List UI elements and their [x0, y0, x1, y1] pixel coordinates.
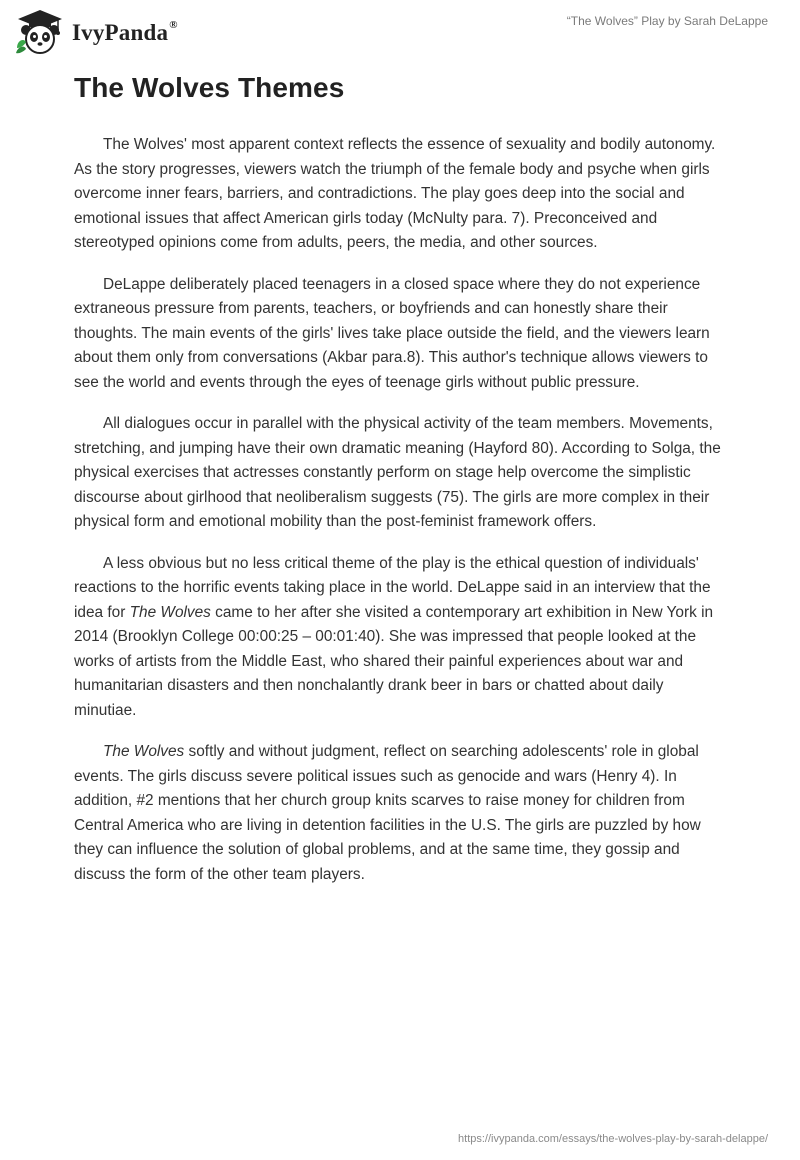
text-run: A less obvious but no less critical theme of the play is the ethical question of individuals' reactions to the horrific events taking place in the world. DeLappe said in an interview that the idea for [74, 554, 711, 621]
registered-mark: ® [169, 19, 178, 32]
brand-name: IvyPanda® [72, 19, 178, 45]
page-title: The Wolves Themes [74, 72, 345, 103]
document-title: “The Wolves” Play by Sarah DeLappe [566, 14, 768, 28]
panda-logo-icon [14, 8, 66, 56]
text-run: came to her after she visited a contemporary art exhibition in New York in 2014 (Brooklyn College 00:00:25 – 00:01:40). She was impressed that people looked at the works of artists from the Middle East, who shared their painful experiences about war and humanitarian disasters and then nonchalantly drank beer in bars or chatted about daily minutiae. [74, 603, 714, 719]
paragraph [74, 552, 726, 724]
page-header [0, 0, 800, 64]
source-url[interactable]: https://ivypanda.com/essays/the-wolves-play-by-sarah-delappe/ [458, 1133, 768, 1145]
paragraph [74, 740, 726, 887]
text-run: softly and without judgment, reflect on searching adolescents' role in global events. The girls discuss severe political issues such as genocide and wars (Henry 4). In addition, #2 mentions that her church group knits scarves to raise money for children from Central America who are living in detention facilities in the U.S. The girls are puzzled by how they can influence the solution of global problems, and at the same time, they gossip and discuss the form of the other team players. [74, 743, 701, 883]
play-title-italic: The Wolves [103, 743, 185, 760]
paragraph: The Wolves' most apparent context reflects the essence of sexuality and bodily autonomy. As the story progresses, viewers watch the triumph of the female body and psyche when girls overcome inner fears, barriers, and contradictions. The play goes deep into the social and emotional issues that affect American girls today (McNulty para. 7). Preconceived and stereotyped opinions come from adults, peers, the media, and other sources. [74, 136, 716, 251]
play-title-italic: The Wolves [129, 603, 211, 621]
paragraph: DeLappe deliberately placed teenagers in a closed space where they do not experience extraneous pressure from parents, teachers, or boyfriends and can honestly share their thoughts. The main events of the girls' lives take place outside the field, and the viewers learn about them only from conversations (Akbar para.8). This author's technique allows viewers to see the world and events through the eyes of teenage girls without public pressure. [74, 275, 710, 391]
article-body [74, 133, 726, 904]
paragraph: All dialogues occur in parallel with the physical activity of the team members. Movements, stretching, and jumping have their own dramatic meaning (Hayford 80). According to Solga, the physical exercises that actresses constantly perform on stage help overcome the simplistic discourse about girlhood that neoliberalism suggests (75). The girls are more complex in their physical form and emotional mobility than the post-feminist framework offers. [74, 415, 721, 530]
brand-logo[interactable] [14, 8, 178, 56]
